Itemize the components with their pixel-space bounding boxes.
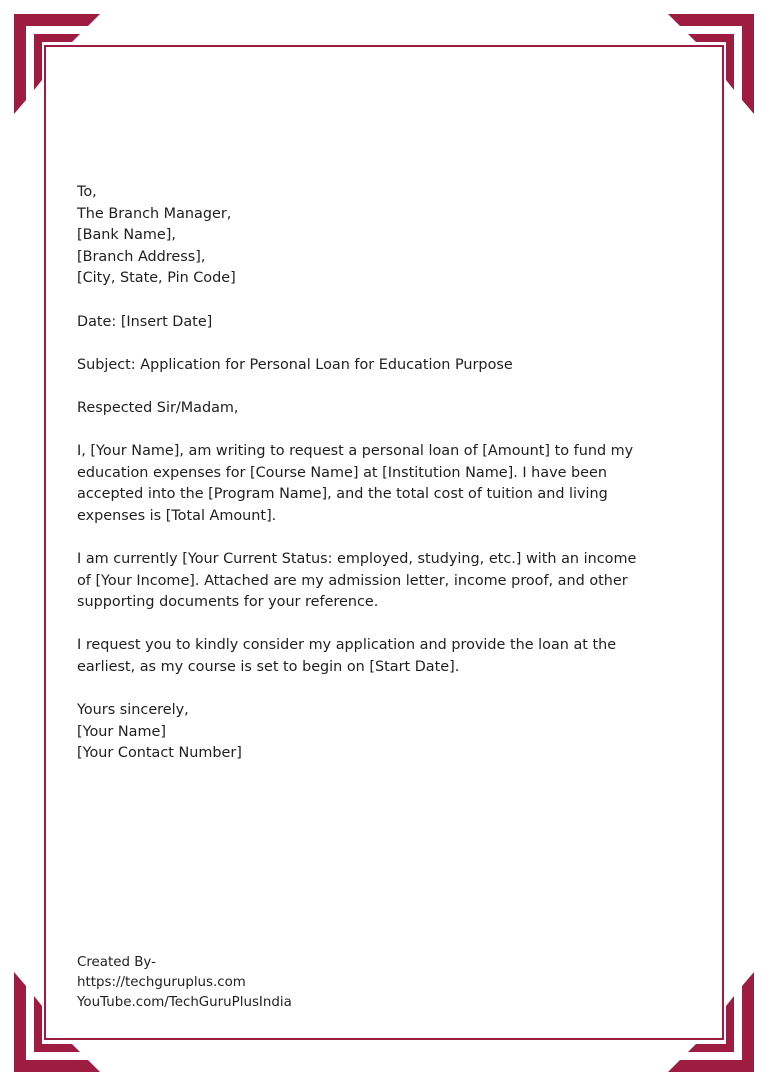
salutation: Respected Sir/Madam, <box>77 399 239 416</box>
address-line: [City, State, Pin Code] <box>77 270 236 287</box>
credits <box>77 953 292 1012</box>
paragraph-line: supporting documents for your reference. <box>77 594 379 611</box>
closing-line: Yours sincerely, <box>77 702 189 719</box>
address-line: The Branch Manager, <box>77 205 232 222</box>
paragraph-line: expenses is [Total Amount]. <box>77 507 277 524</box>
paragraph-line: of [Your Income]. Attached are my admission letter, income proof, and other <box>77 572 628 589</box>
letter-body <box>77 182 692 765</box>
signature-name: [Your Name] <box>77 723 166 740</box>
corner-ornament-top-right <box>654 14 754 114</box>
paragraph-loan-request <box>77 441 692 527</box>
credits-label: Created By- <box>77 955 156 970</box>
signature-contact: [Your Contact Number] <box>77 745 242 762</box>
address-line: [Bank Name], <box>77 227 176 244</box>
credits-youtube: YouTube.com/TechGuruPlusIndia <box>77 994 292 1010</box>
recipient-address <box>77 182 692 290</box>
address-line: [Branch Address], <box>77 248 206 265</box>
subject-line: Subject: Application for Personal Loan for Education Purpose <box>77 356 513 373</box>
paragraph-line: I am currently [Your Current Status: employed, studying, etc.] with an income <box>77 551 637 568</box>
paragraph-status <box>77 549 692 614</box>
paragraph-line: accepted into the [Program Name], and the total cost of tuition and living <box>77 486 608 503</box>
paragraph-line: education expenses for [Course Name] at [Institution Name]. I have been <box>77 464 608 481</box>
credits-website: https://techguruplus.com <box>77 974 246 990</box>
closing-signature <box>77 700 692 765</box>
corner-ornament-top-left <box>14 14 114 114</box>
date-line: Date: [Insert Date] <box>77 313 213 330</box>
paragraph-line: I request you to kindly consider my application and provide the loan at the <box>77 637 617 654</box>
corner-ornament-bottom-right <box>654 972 754 1072</box>
paragraph-request <box>77 635 692 678</box>
paragraph-line: earliest, as my course is set to begin on [Start Date]. <box>77 659 460 676</box>
paragraph-line: I, [Your Name], am writing to request a personal loan of [Amount] to fund my <box>77 443 634 460</box>
address-line: To, <box>77 184 97 200</box>
